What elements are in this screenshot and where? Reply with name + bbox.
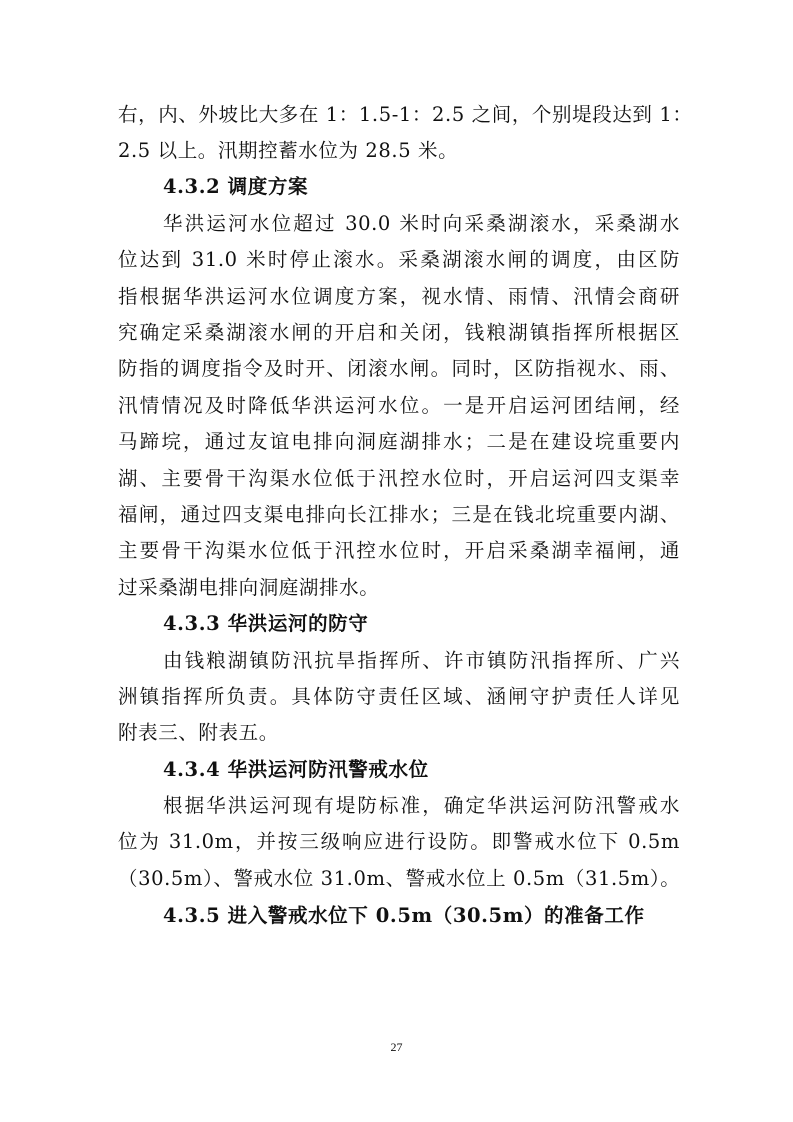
paragraph-line: 指根据华洪运河水位调度方案，视水情、雨情、汛情会商研	[118, 285, 680, 308]
paragraph-line: 马蹄垸，通过友谊电排向洞庭湖排水；二是在建设垸重要内	[118, 430, 680, 453]
section-heading-4-3-3: 4.3.3 华洪运河的防守	[163, 612, 369, 635]
paragraph-line: 2.5 以上。汛期控蓄水位为 28.5 米。	[118, 139, 459, 162]
paragraph-line: 洲镇指挥所负责。具体防守责任区域、涵闸守护责任人详见	[118, 685, 680, 708]
paragraph-line: 右，内、外坡比大多在 1：1.5-1：2.5 之间，个别堤段达到 1：	[118, 103, 693, 126]
section-heading-4-3-5: 4.3.5 进入警戒水位下 0.5m（30.5m）的准备工作	[163, 904, 645, 927]
paragraph-line: （30.5m）、警戒水位 31.0m、警戒水位上 0.5m（31.5m）。	[118, 867, 681, 890]
paragraph-line: 主要骨干沟渠水位低于汛控水位时，开启采桑湖幸福闸，通	[118, 539, 680, 562]
page-number: 27	[390, 1040, 403, 1054]
paragraph-line: 汛情情况及时降低华洪运河水位。一是开启运河团结闸，经	[118, 394, 680, 417]
paragraph-line: 究确定采桑湖滚水闸的开启和关闭，钱粮湖镇指挥所根据区	[118, 321, 680, 344]
paragraph-line: 位为 31.0m，并按三级响应进行设防。即警戒水位下 0.5m	[118, 830, 680, 853]
paragraph-line: 由钱粮湖镇防汛抗旱指挥所、许市镇防汛指挥所、广兴	[163, 649, 680, 672]
paragraph-line: 根据华洪运河现有堤防标准，确定华洪运河防汛警戒水	[163, 794, 680, 817]
section-heading-4-3-4: 4.3.4 华洪运河防汛警戒水位	[163, 758, 429, 781]
paragraph-line: 湖、主要骨干沟渠水位低于汛控水位时，开启运河四支渠幸	[118, 467, 680, 490]
paragraph-line: 华洪运河水位超过 30.0 米时向采桑湖滚水，采桑湖水	[163, 212, 680, 235]
section-heading-4-3-2: 4.3.2 调度方案	[163, 175, 309, 198]
paragraph-line: 附表三、附表五。	[118, 721, 279, 744]
paragraph-line: 过采桑湖电排向洞庭湖排水。	[118, 576, 380, 599]
paragraph-line: 福闸，通过四支渠电排向长江排水；三是在钱北垸重要内湖、	[118, 503, 680, 526]
paragraph-line: 防指的调度指令及时开、闭滚水闸。同时，区防指视水、雨、	[118, 357, 680, 380]
paragraph-line: 位达到 31.0 米时停止滚水。采桑湖滚水闸的调度，由区防	[118, 248, 680, 271]
